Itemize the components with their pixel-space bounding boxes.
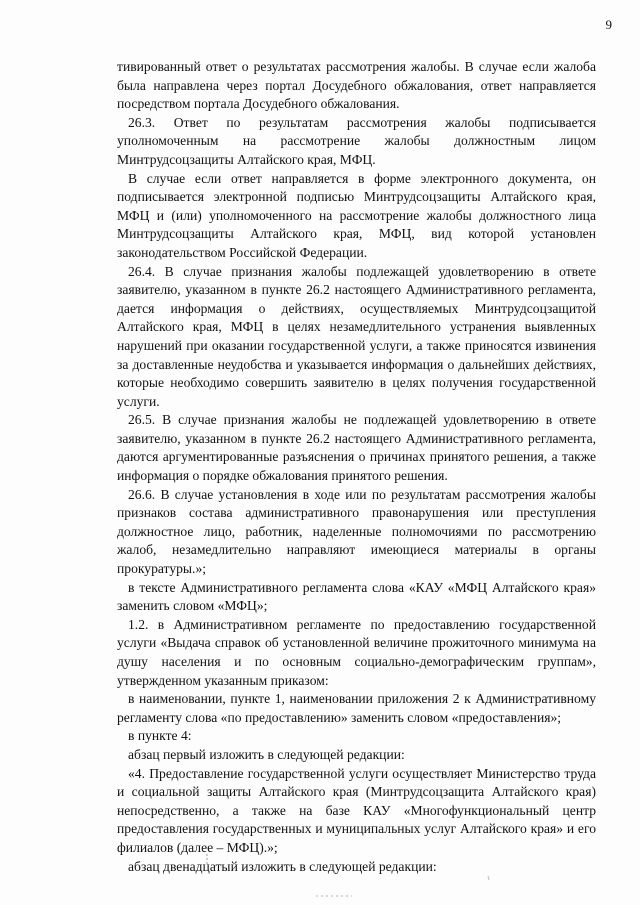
- paragraph-twelfth-abzac: абзац двенадцатый изложить в следующей редакции:: [128, 858, 437, 874]
- paragraph-1-2: 1.2. в Административном регламенте по предоставлению государственной услуги «Выдача справок об установленной величине прожиточного минимума на душу населения и по основным социально-демографическим группам», утвержденном указанным приказом:: [117, 616, 596, 688]
- paragraph-clause-4: в пункте 4:: [128, 728, 192, 744]
- paragraph-clause-4-text: «4. Предоставление государственной услуги осуществляет Министерство труда и социальной защиты Алтайского края (Минтрудсоцзащита Алтайского края) непосредственно, а также на базе КАУ «Многофункциональный центр предоставления государственных и муниципальных услуг Алтайского края» и его филиалов (далее – МФЦ).»;: [117, 765, 596, 855]
- paragraph-naming-change: в наименовании, пункте 1, наименовании приложения 2 к Административному регламенту слова «по предоставлению» заменить словом «предоставления»;: [117, 691, 596, 725]
- paragraph-electronic-response: В случае если ответ направляется в форме электронного документа, он подписывается электронной подписью Минтрудсоцзащиты Алтайского края, МФЦ и (или) уполномоченного на рассмотрение жалобы должностного лица Минтрудсоцзащиты Алтайского края, МФЦ, вид которой установлен законодательством Российской Федерации.: [117, 170, 596, 260]
- paragraph-first-abzac: абзац первый изложить в следующей редакции:: [128, 746, 405, 762]
- document-body: [117, 58, 596, 876]
- paragraph-replace-kau: в тексте Административного регламента слова «КАУ «МФЦ Алтайского края» заменить словом «МФЦ»;: [117, 579, 596, 614]
- paragraph-26-6: 26.6. В случае установления в ходе или по результатам рассмотрения жалобы признаков состава административного правонарушения или преступления должностное лицо, работник, наделенные полномочиями по рассмотрению жалоб, незамедлительно направляют имеющиеся материалы в органы прокуратуры.»;: [117, 486, 596, 577]
- page-number: 9: [605, 17, 612, 32]
- paragraph-response-sent: тивированный ответ о результатах рассмотрения жалобы. В случае если жалоба была направлена через портал Досудебного обжалования, ответ направляется посредством портала Досудебного обжалования.: [117, 59, 596, 112]
- scan-mark-right: [488, 876, 489, 880]
- paragraph-26-3: 26.3. Ответ по результатам рассмотрения жалобы подписывается уполномоченным на рассмотрение жалобы должностным лицом Минтрудсоцзащиты Алтайского края, МФЦ.: [117, 114, 596, 167]
- paragraph-26-4: 26.4. В случае признания жалобы подлежащей удовлетворению в ответе заявителю, указанном в пункте 26.2 настоящего Административного регламента, дается информация о действиях, осуществляемых Минтрудсоцзащитой Алтайского края, МФЦ в целях незамедлительного устранения выявленных нарушений при оказании государственной услуги, а также приносятся извинения за доставленные неудобства и указывается информация о дальнейших действиях, которые необходимо совершить заявителю в целях получения государственной услуги.: [117, 263, 596, 409]
- paragraph-26-5: 26.5. В случае признания жалобы не подлежащей удовлетворению в ответе заявителю, указанном в пункте 26.2 настоящего Административного регламента, даются аргументированные разъяснения о причинах принятого решения, а также информация о порядке обжалования принятого решения.: [117, 412, 596, 484]
